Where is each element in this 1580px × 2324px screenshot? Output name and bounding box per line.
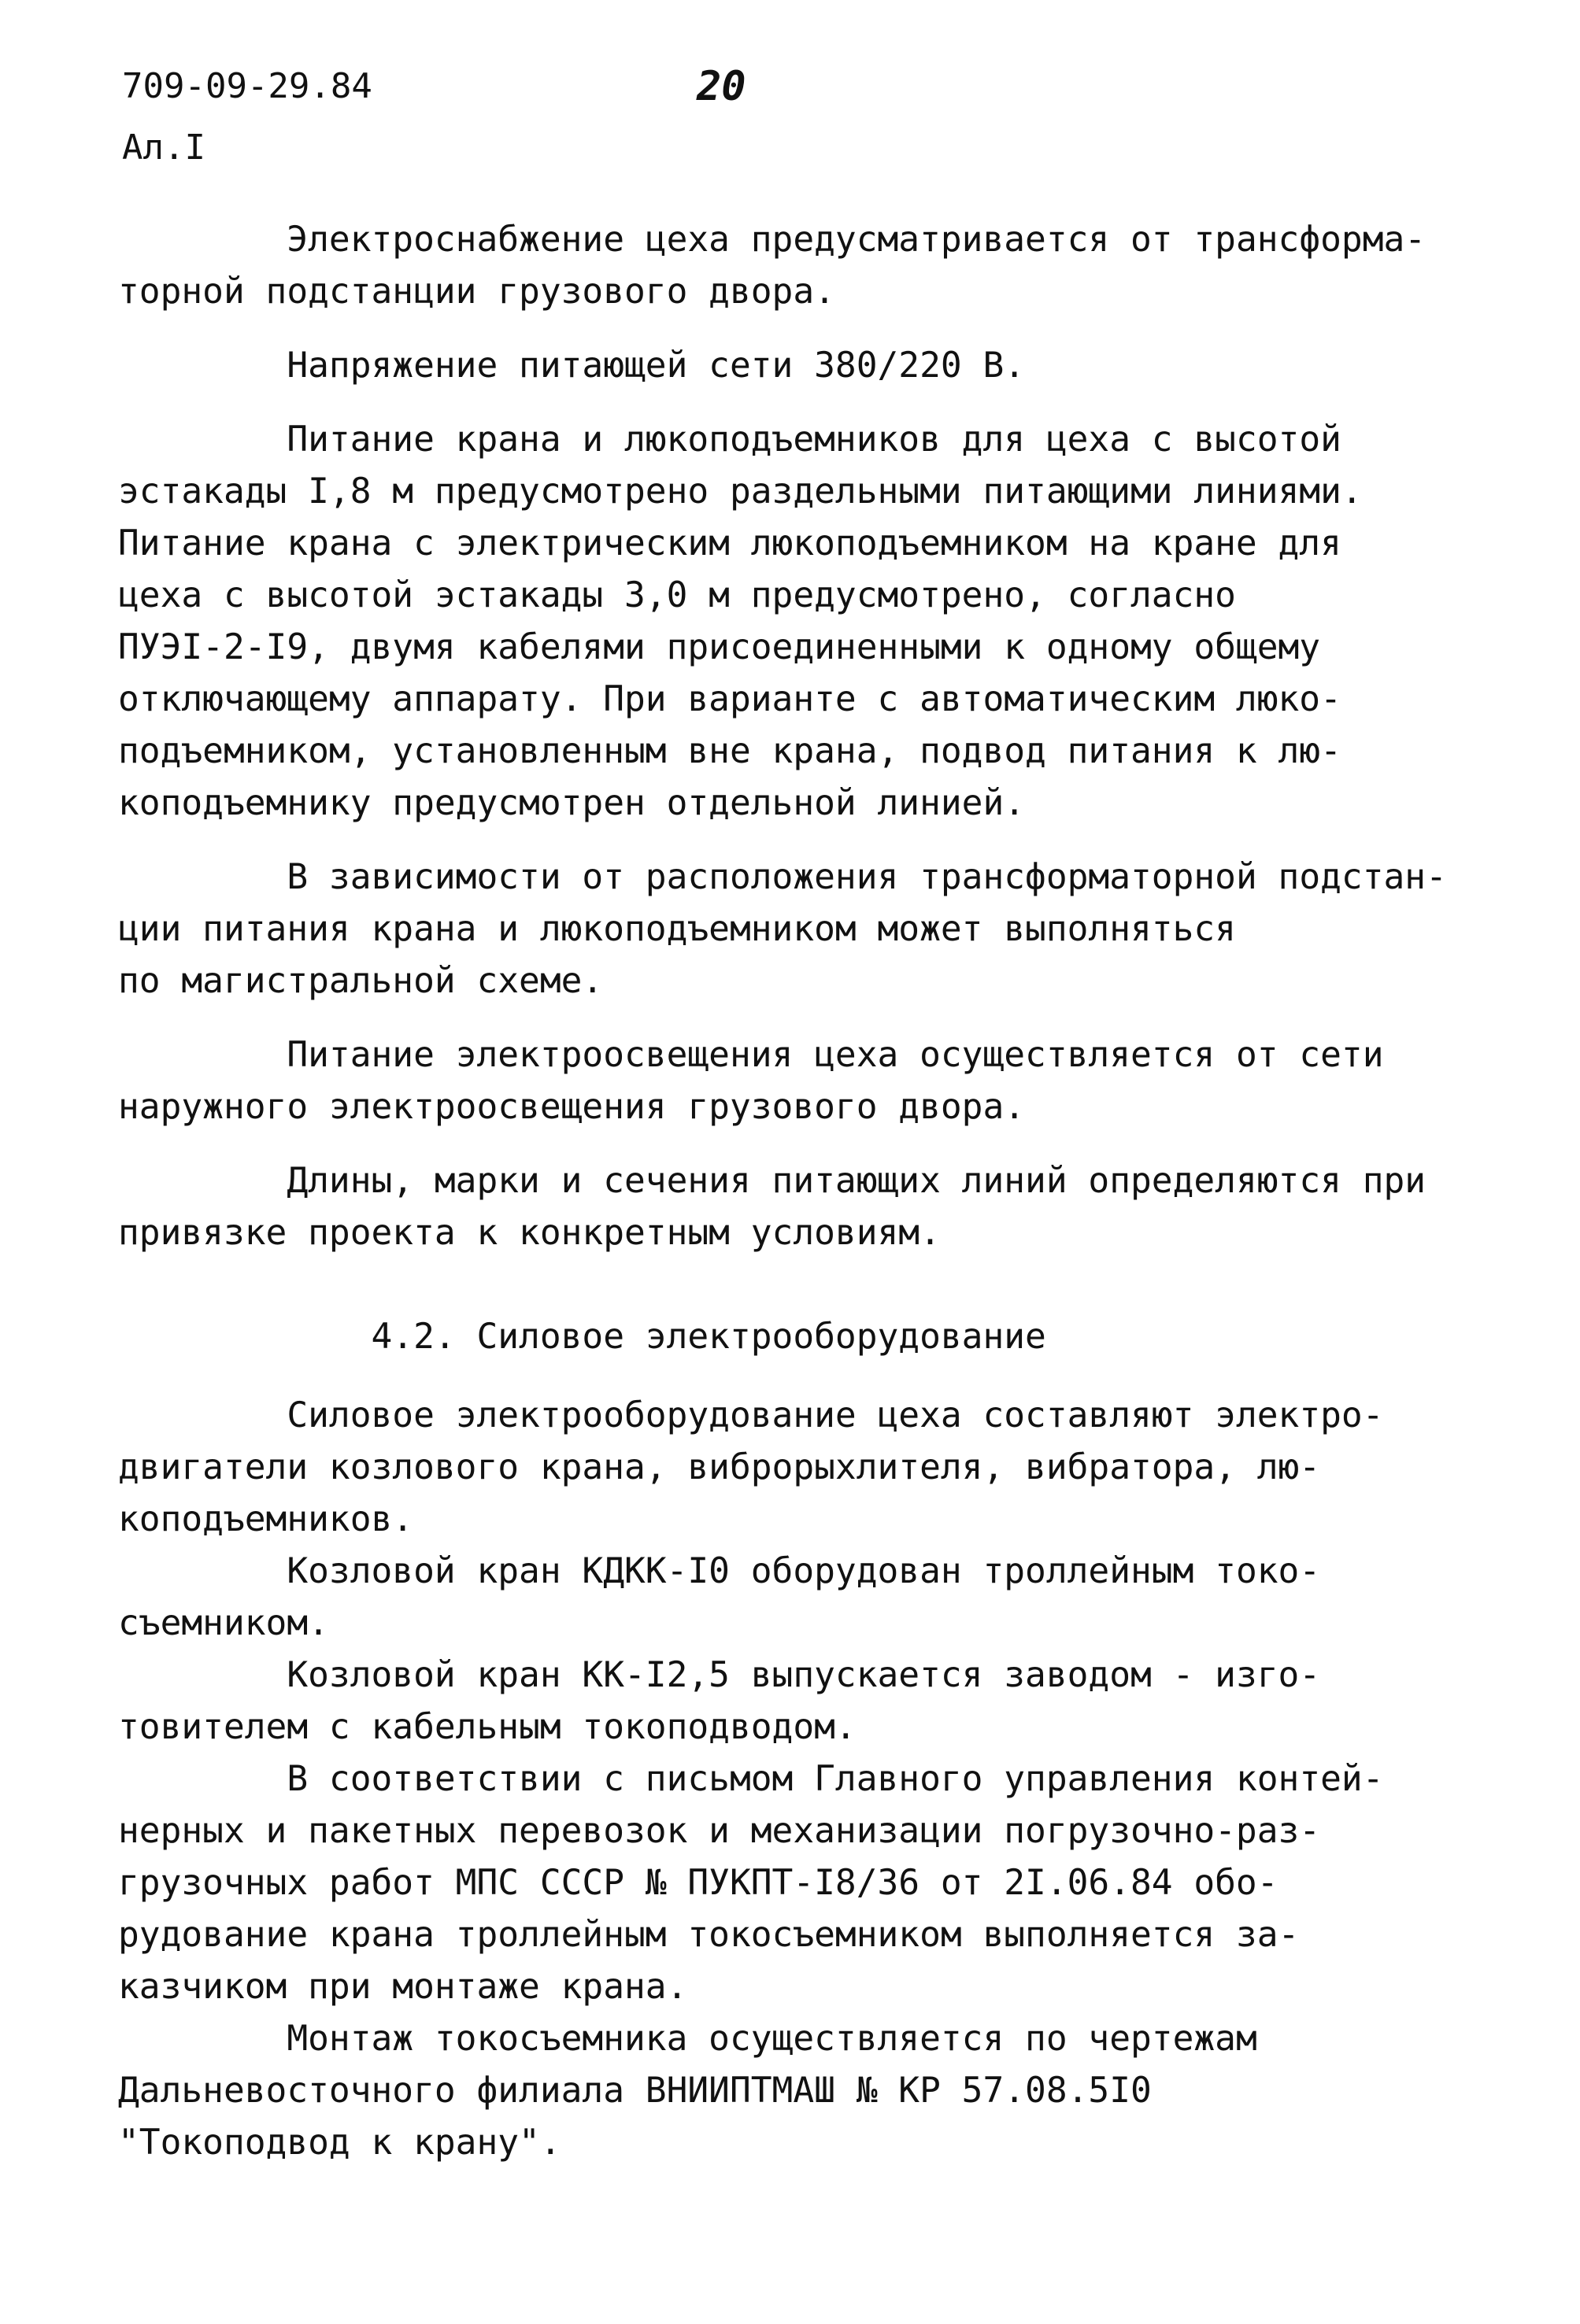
document-code: 709-09-29.84 xyxy=(122,66,372,106)
page-number: 20 xyxy=(697,63,746,110)
paragraph-kk-crane: Козловой кран КК-I2,5 выпускается заводом - изго- товителем с кабельным токоподводом. xyxy=(118,1655,1321,1747)
document-body xyxy=(118,214,1464,2169)
paragraph-lighting: Питание электроосвещения цеха осуществляется от сети наружного электроосвещения грузового двора. xyxy=(118,1035,1384,1127)
paragraph-cable-lengths: Длины, марки и сечения питающих линий определяются при привязке проекта к конкретным условиям. xyxy=(118,1161,1426,1253)
section-heading: 4.2. Силовое электрооборудование xyxy=(118,1317,1046,1357)
paragraph-crane-power: Питание крана и люкоподъемников для цеха с высотой эстакады I,8 м предусмотрено раздельными питающими линиями. Питание крана с электрическим люкоподъемником на кране для цеха с высотой эстакады 3,0 м предусмотрено, согласно ПУЭI-2-I9, двумя кабелями присоединенными к одному общему отключающему аппарату. При варианте с автоматическим люко- подъемником, установленным вне крана, подвод питания к лю- коподъемнику предусмотрен отдельной линией. xyxy=(118,419,1363,823)
paragraph-voltage: Напряжение питающей сети 380/220 В. xyxy=(118,345,1026,386)
paragraph-kdkk-crane: Козловой кран КДКК-I0 оборудован троллейным токо- съемником. xyxy=(118,1551,1321,1643)
paragraph-letter: В соответствии с письмом Главного управления контей- нерных и пакетных перевозок и механизации погрузочно-раз- грузочных работ МПС СССР № ПУКПТ-I8/36 от 2I.06.84 обо- рудование крана троллейным токосъемником выполняется за- казчиком при монтаже крана. xyxy=(118,1759,1384,2007)
sheet-label: Ал.I xyxy=(122,127,205,168)
paragraph-mounting: Монтаж токосъемника осуществляется по чертежам Дальневосточного филиала ВНИИПТМАШ № КР 57.08.5I0 "Токоподвод к крану". xyxy=(118,2019,1257,2163)
paragraph-power-supply: Электроснабжение цеха предусматривается от трансформа- торной подстанции грузового двора. xyxy=(118,220,1426,312)
paragraph-equipment: Силовое электрооборудование цеха составляют электро- двигатели козлового крана, виброрыхлителя, вибратора, лю- коподъемников. xyxy=(118,1395,1384,1539)
paragraph-substation: В зависимости от расположения трансформаторной подстан- ции питания крана и люкоподъемником может выполняться по магистральной схеме. xyxy=(118,857,1447,1001)
